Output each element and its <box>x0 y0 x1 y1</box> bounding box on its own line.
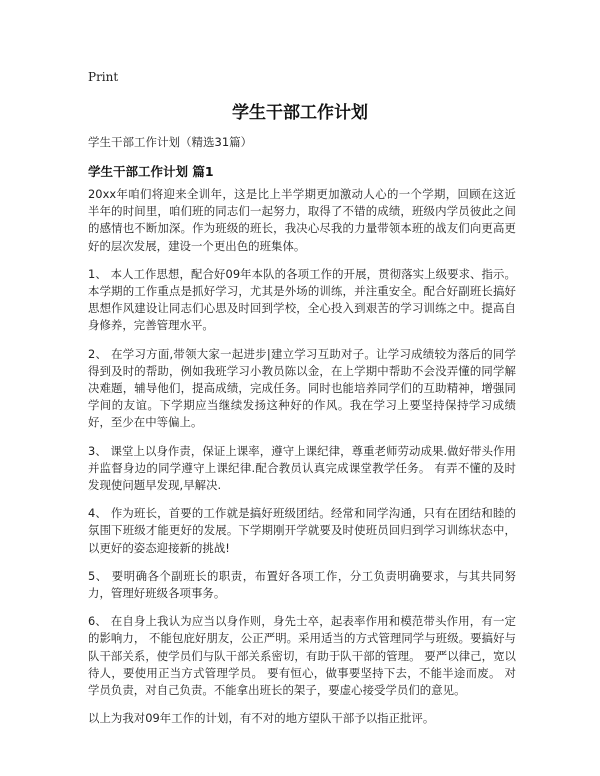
document-subtitle: 学生干部工作计划（精选31篇） <box>88 135 253 149</box>
section-heading: 学生干部工作计划 篇1 <box>88 164 214 179</box>
paragraph-item-6: 6、 在自身上我认为应当以身作则，身先士卒，起表率作用和模范带头作用，有一定的影响力， 不能包庇好朋友，公正严明。采用适当的方式管理同学与班级。要搞好与队干部关系，使学员们与队干部关系密切，有助于队干部的管理。 要严以律己，宽以待人，要使用正当方式管理学员。 要有恒心，做事要坚持下去，不能半途而废。 对学员负责，对自己负责。不能拿出班长的架子，要虚心接受学员们的意见。 <box>88 614 516 698</box>
paragraph-intro: 20xx年咱们将迎来全训年，这是比上半学期更加激动人心的一个学期，回顾在这近半年的时间里，咱们班的同志们一起努力，取得了不错的成绩，班级内学员彼此之间的感情也不断加深。作为班级的班长，我决心尽我的力量带领本班的战友们向更高更好的层次发展，建设一个更出色的班集体。 <box>88 187 516 253</box>
document-title: 学生干部工作计划 <box>232 103 368 123</box>
paragraph-item-2: 2、 在学习方面,带领大家一起进步|建立学习互助对子。让学习成绩较为落后的同学得到及时的帮助，例如我班学习小教员陈以金，在上学期中帮助不会没弄懂的同学解决难题，辅导他们，提高成绩，完成任务。同时也能培养同学们的互助精神，增强同学间的友谊。下学期应当继续发扬这种好的作风。我在学习上要坚持保持学习成绩好，至少在中等偏上。 <box>88 346 516 430</box>
paragraph-closing: 以上为我对09年工作的计划，有不对的地方望队干部予以指正批评。 <box>88 711 435 726</box>
paragraph-item-4: 4、 作为班长，首要的工作就是搞好班级团结。经常和同学沟通，只有在团结和睦的氛围下班级才能更好的发展。下学期刚开学就要及时使班员回归到学习训练状态中，以更好的姿态迎接新的挑战! <box>88 506 516 555</box>
paragraph-item-5: 5、 要明确各个副班长的职责，布置好各项工作，分工负责明确要求，与其共同努力，管理好班级各项事务。 <box>88 568 516 601</box>
paragraph-item-1: 1、 本人工作思想，配合好09年本队的各项工作的开展，贯彻落实上级要求、指示。本学期的工作重点是抓好学习，尤其是外场的训练，并注重安全。配合好副班长搞好思想作风建设让同志们心思及时回到学校，全心投入到艰苦的学习训练之中。提高自身修养，完善管理水平。 <box>88 266 516 333</box>
paragraph-item-3: 3、 课堂上以身作责，保证上课率，遵守上课纪律，尊重老师劳动成果.做好带头作用并监督身边的同学遵守上课纪律.配合教员认真完成课堂教学任务。 有弄不懂的及时发现使问题早发现,早解决. <box>88 443 516 493</box>
print-label[interactable]: Print <box>88 70 119 84</box>
document-body <box>88 186 516 738</box>
